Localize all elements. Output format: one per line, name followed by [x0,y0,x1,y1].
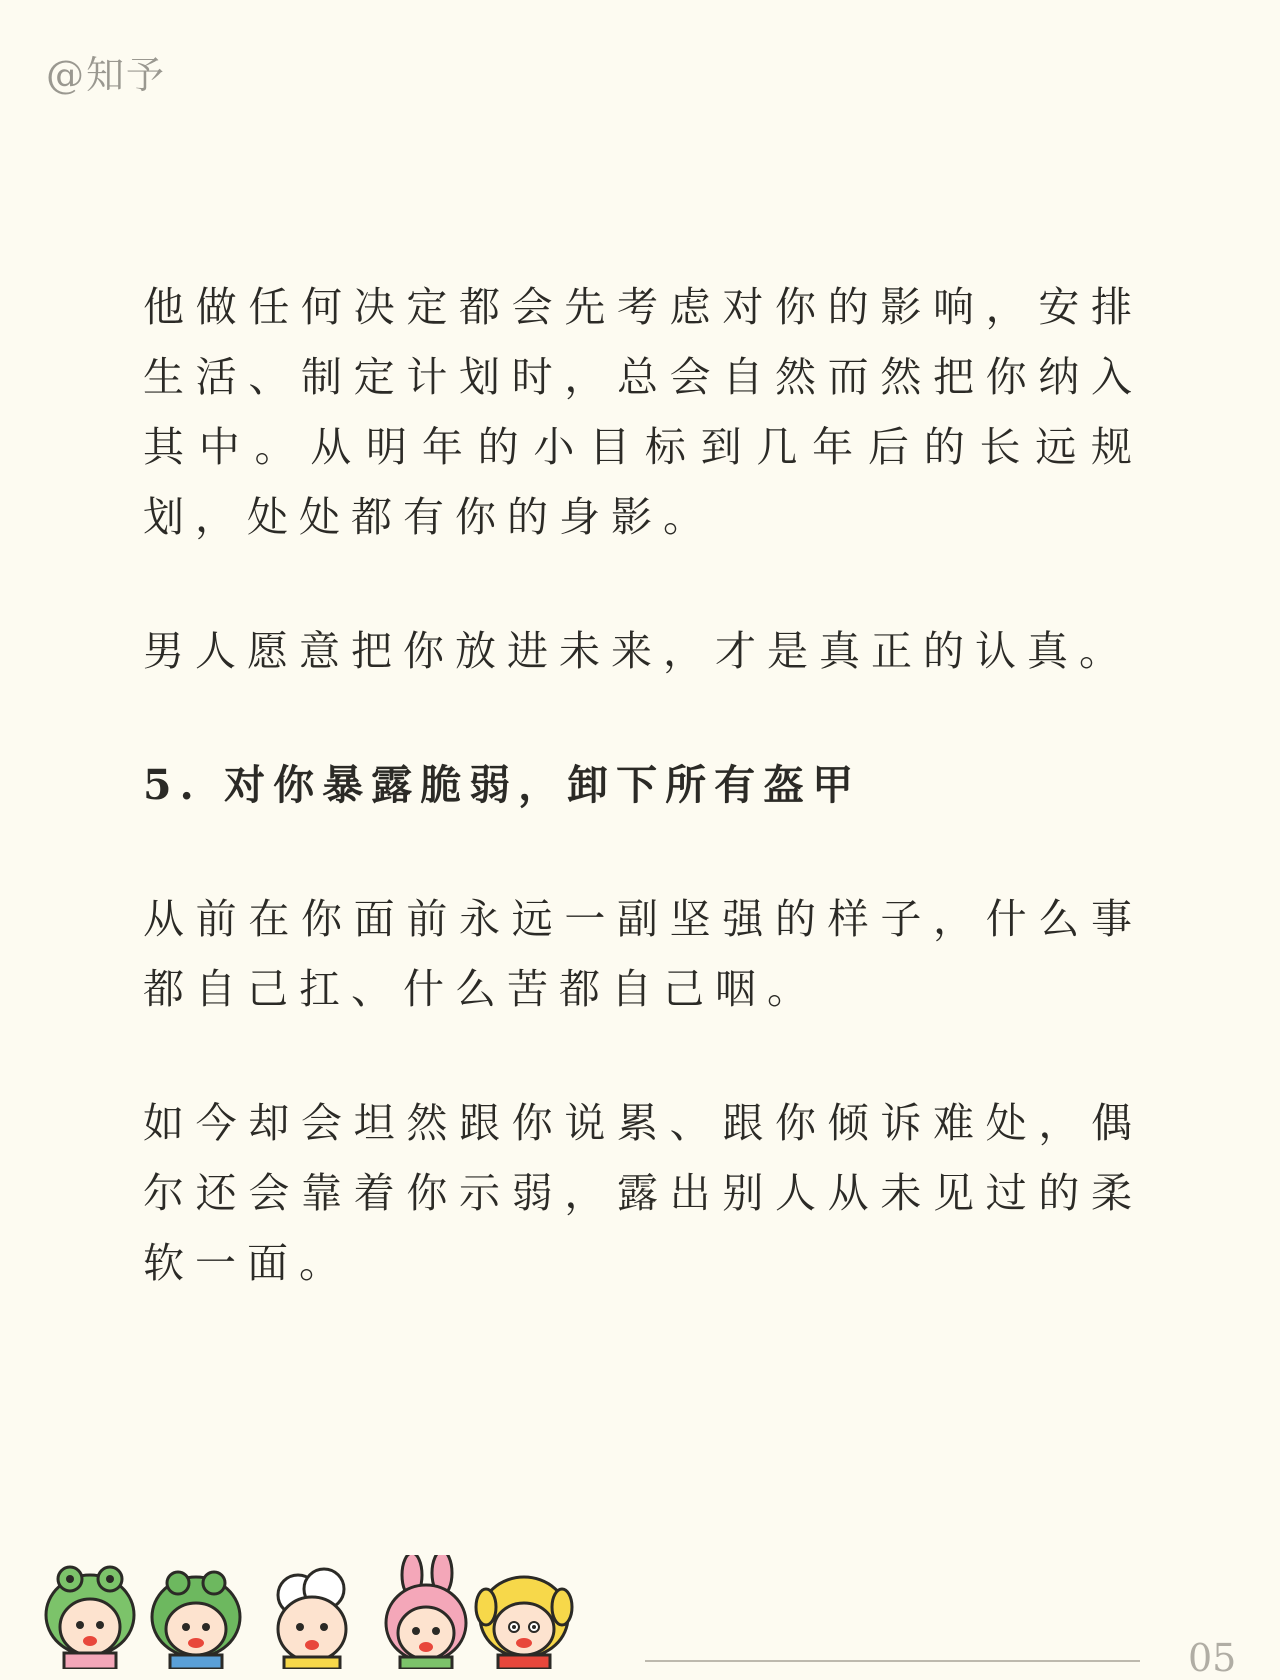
page-number: 05 [1188,1636,1237,1680]
paragraph-3: 从前在你面前永远一副坚强的样子，什么事都自己扛、什么苦都自己咽。 [143,895,1143,1013]
dog-kid-icon [476,1577,572,1669]
paragraph-4: 如今却会坦然跟你说累、跟你倾诉难处，偶尔还会靠着你示弱，露出别人从未见过的柔软一面。 [143,1099,1143,1287]
frog-kid-icon [46,1567,134,1669]
bunny-kid-icon [386,1555,466,1669]
watermark: @知予 [46,53,167,97]
dino-kid-icon [152,1572,240,1669]
footer-divider [645,1660,1140,1662]
article-body [143,272,1143,1298]
section-heading: 5. 对你暴露脆弱，卸下所有盔甲 [143,761,862,809]
sheep-kid-icon [278,1569,346,1669]
cartoon-kids-icon [28,1555,588,1669]
paragraph-1: 他做任何决定都会先考虑对你的影响，安排生活、制定计划时，总会自然而然把你纳入其中。从明年的小目标到几年后的长远规划，处处都有你的身影。 [143,283,1143,541]
paragraph-2: 男人愿意把你放进未来，才是真正的认真。 [143,627,1131,675]
